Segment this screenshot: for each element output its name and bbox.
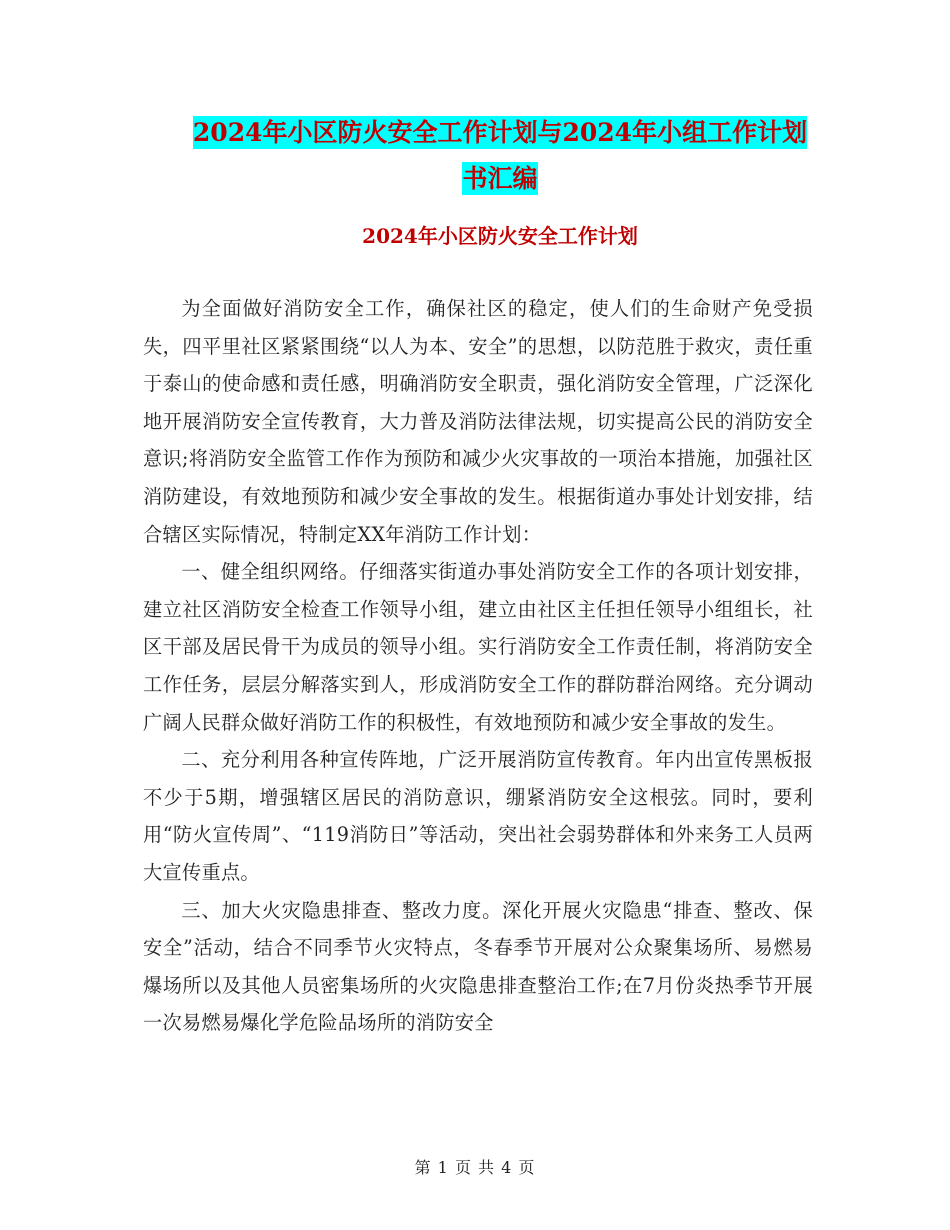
section-title: 2024年小区防火安全工作计划 xyxy=(362,224,638,248)
paragraph-1: 一、健全组织网络。仔细落实街道办事处消防安全工作的各项计划安排，建立社区消防安全检查工作领导小组，建立由社区主任担任领导小组组长，社区干部及居民骨干为成员的领导小组。实行消防安全工作责任制，将消防安全工作任务，层层分解落实到人，形成消防安全工作的群防群治网络。充分调动广阔人民群众做好消防工作的积极性，有效地预防和减少安全事故的发生。 xyxy=(143,560,813,734)
paragraph-intro: 为全面做好消防安全工作，确保社区的稳定，使人们的生命财产免受损失，四平里社区紧紧围绕“以人为本、安全”的思想，以防范胜于救灾，责任重于泰山的使命感和责任感，明确消防安全职责，强化消防安全管理，广泛深化地开展消防安全宣传教育，大力普及消防法律法规，切实提高公民的消防安全意识;将消防安全监管工作作为预防和减少火灾事故的一项治本措施，加强社区消防建设，有效地预防和减少安全事故的发生。根据街道办事处计划安排，结合辖区实际情况，特制定XX年消防工作计划： xyxy=(143,297,813,546)
paragraph-2: 二、充分利用各种宣传阵地，广泛开展消防宣传教育。年内出宣传黑板报不少于5期，增强辖区居民的消防意识，绷紧消防安全这根弦。同时，要利用“防火宣传周”、“119消防日”等活动，突出社会弱势群体和外来务工人员两大宣传重点。 xyxy=(143,748,813,884)
document-title-line2: 书汇编 xyxy=(462,164,538,193)
document-title xyxy=(120,110,880,202)
body-text xyxy=(143,290,813,1042)
paragraph-3: 三、加大火灾隐患排查、整改力度。深化开展火灾隐患“排查、整改、保安全”活动，结合不同季节火灾特点，冬春季节开展对公众聚集场所、易燃易爆场所以及其他人员密集场所的火灾隐患排查整治工作;在7月份炎热季节开展一次易燃易爆化学危险品场所的消防安全 xyxy=(143,898,813,1035)
document-title-line1: 2024年小区防火安全工作计划与2024年小组工作计划 xyxy=(192,118,808,147)
page-footer: 第 1 页 共 4 页 xyxy=(414,1158,536,1177)
